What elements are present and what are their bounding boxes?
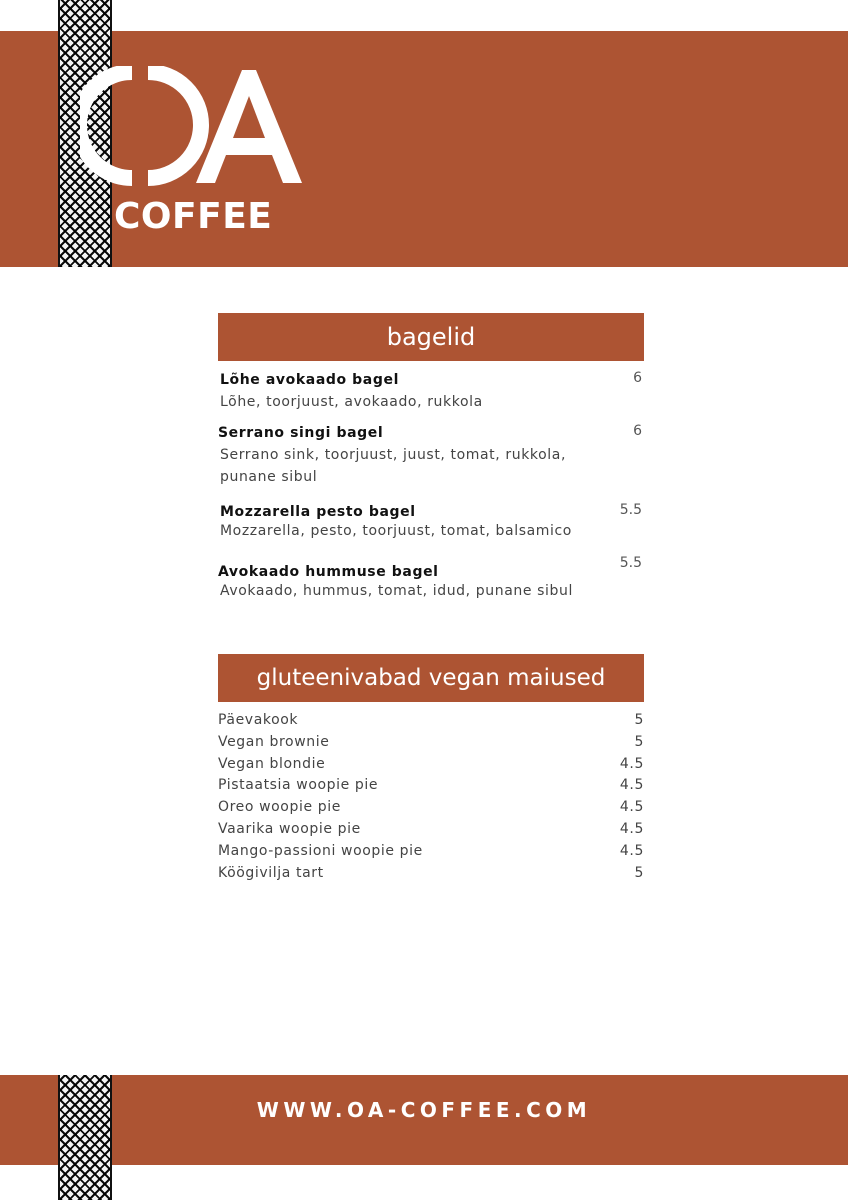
item-name: Serrano singi bagel — [218, 425, 384, 441]
item-price: 4.5 — [619, 842, 644, 859]
menu-item — [218, 504, 644, 542]
item-name: Mango-passioni woopie pie — [218, 842, 423, 859]
list-item — [218, 756, 644, 778]
item-price: 5.5 — [619, 502, 642, 518]
item-price: 5 — [634, 712, 644, 728]
item-price: 4.5 — [619, 755, 644, 772]
item-price: 4.5 — [619, 820, 644, 837]
item-description: Serrano sink, toorjuust, juust, tomat, rukkola, punane sibul — [220, 447, 567, 485]
item-price: 5.5 — [619, 555, 642, 571]
vegan-list — [218, 712, 644, 886]
logo-wordmark: COFFEE — [114, 196, 273, 237]
item-price: 6 — [633, 370, 642, 386]
list-item — [218, 734, 644, 756]
item-price: 6 — [633, 423, 642, 439]
list-item — [218, 799, 644, 821]
list-item — [218, 777, 644, 799]
item-description: Avokaado, hummus, tomat, idud, punane sibul — [220, 583, 573, 599]
item-price: 5 — [634, 864, 644, 881]
item-name: Köögivilja tart — [218, 864, 324, 881]
item-description: Lõhe, toorjuust, avokaado, rukkola — [220, 394, 483, 410]
list-item — [218, 865, 644, 887]
item-price: 4.5 — [619, 799, 644, 816]
item-price: 4.5 — [619, 777, 644, 794]
item-name: Vegan blondie — [218, 755, 326, 772]
section-header-vegan: gluteenivabad vegan maiused — [218, 654, 644, 702]
item-name: Lõhe avokaado bagel — [220, 372, 399, 388]
item-name: Pistaatsia woopie pie — [218, 777, 379, 794]
item-description: Mozzarella, pesto, toorjuust, tomat, balsamico — [220, 523, 572, 539]
item-name: Avokaado hummuse bagel — [218, 564, 439, 580]
item-name: Vaarika woopie pie — [218, 820, 361, 837]
item-name: Vegan brownie — [218, 733, 330, 750]
item-name: Päevakook — [218, 712, 299, 728]
section-header-bagels: bagelid — [218, 313, 644, 361]
item-name: Mozzarella pesto bagel — [220, 504, 416, 520]
list-item — [218, 843, 644, 865]
list-item — [218, 821, 644, 843]
menu-item — [218, 372, 644, 413]
menu-item — [218, 555, 644, 602]
list-item — [218, 712, 644, 734]
item-price: 5 — [634, 733, 644, 750]
website-link[interactable]: WWW.OA-COFFEE.COM — [256, 1098, 592, 1122]
menu-item — [218, 425, 644, 488]
item-name: Oreo woopie pie — [218, 799, 341, 816]
folk-ornament-stripe — [58, 1075, 112, 1200]
